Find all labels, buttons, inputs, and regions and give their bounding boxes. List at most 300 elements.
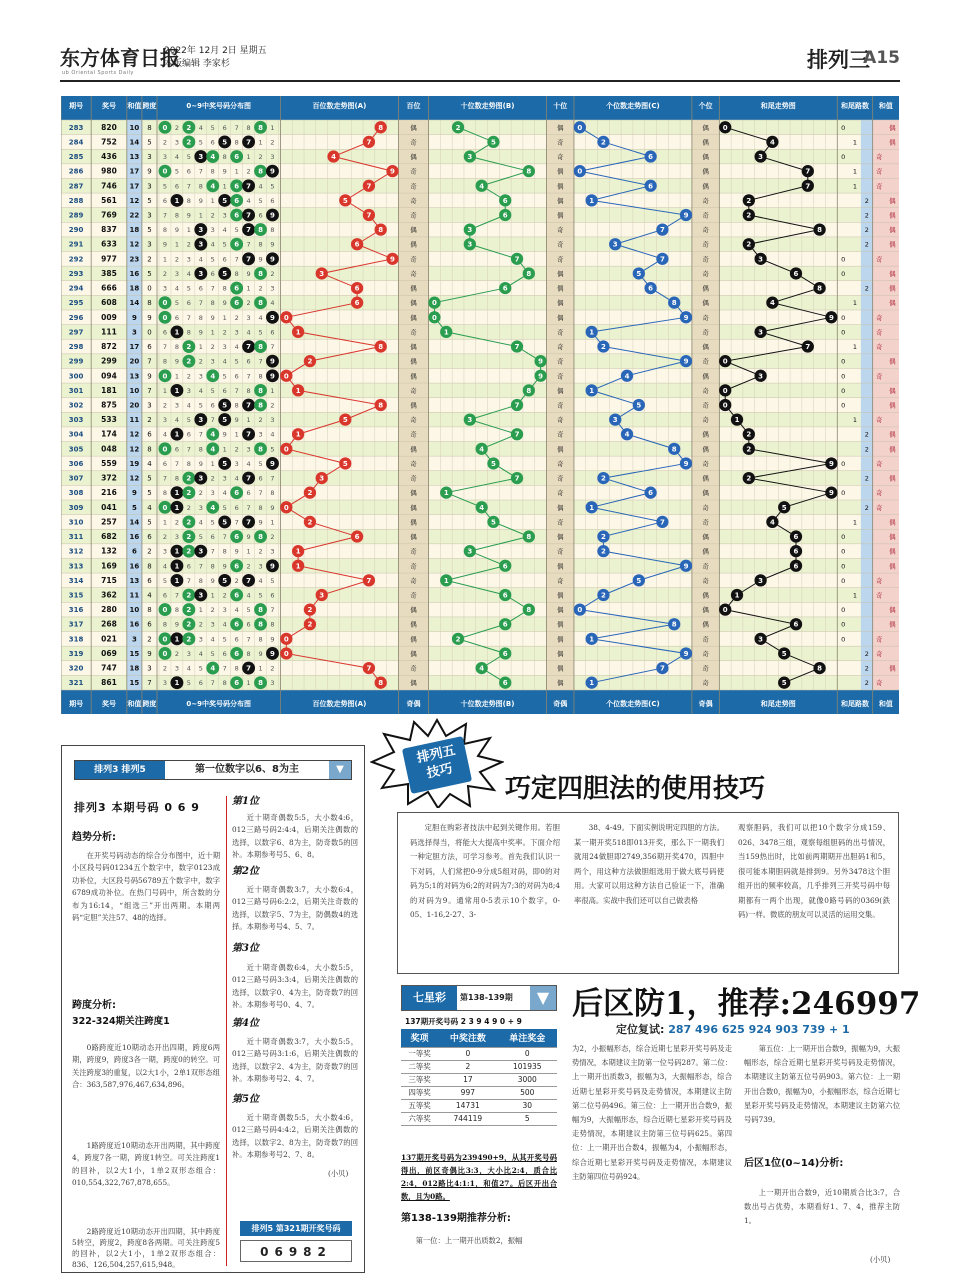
parity-mark: 偶 xyxy=(556,196,564,205)
dist-miss: 3 xyxy=(198,503,203,512)
sum-parity-mark: 偶 xyxy=(889,226,896,235)
dist-miss: 5 xyxy=(186,416,191,425)
dist-miss: 3 xyxy=(174,138,179,147)
row-sum: 5 xyxy=(131,503,137,512)
row-issue: 295 xyxy=(68,299,84,308)
parity-mark: 偶 xyxy=(556,606,564,615)
row-span: 8 xyxy=(147,123,152,132)
hundreds-ball-digit: 5 xyxy=(342,416,348,425)
units-ball-digit: 6 xyxy=(648,489,654,498)
sum-parity-mark: 奇 xyxy=(876,503,883,512)
row-span: 2 xyxy=(147,635,152,644)
route-mark: 2 xyxy=(864,196,869,205)
sum-tail-ball-digit: 3 xyxy=(758,328,764,337)
dist-digit: 4 xyxy=(210,664,216,673)
parity-mark: 奇 xyxy=(410,591,417,600)
dist-digit: 5 xyxy=(222,196,228,205)
dist-miss: 2 xyxy=(162,533,168,542)
dist-miss: 8 xyxy=(222,679,227,688)
parity-mark: 奇 xyxy=(702,664,709,673)
dist-digit: 0 xyxy=(162,167,168,176)
dist-miss: 6 xyxy=(210,533,215,542)
dist-miss: 9 xyxy=(234,416,239,425)
units-ball-digit: 2 xyxy=(600,533,606,542)
parity-mark: 偶 xyxy=(556,299,564,308)
dist-miss: 5 xyxy=(246,606,251,615)
dist-digit: 9 xyxy=(270,167,275,176)
dist-digit: 2 xyxy=(186,489,192,498)
dist-miss: 5 xyxy=(270,182,275,191)
dist-miss: 3 xyxy=(222,343,227,352)
row-sum: 12 xyxy=(129,474,140,483)
hundreds-ball-digit: 2 xyxy=(307,518,313,527)
dist-miss: 7 xyxy=(162,211,168,220)
editor-line: 本版编辑 李家杉 xyxy=(164,59,230,69)
row-issue: 291 xyxy=(68,240,84,249)
dist-digit: 5 xyxy=(222,576,228,585)
qxc-analysis-note: 137期开奖号码为239490+9，从其开奖号码得出，前区奇偶比3:3，大小比2:4，质合比2:4，012路比4:1:1，和值27。后区开出合数，且为0路。 xyxy=(401,1153,557,1201)
dist-digit: 6 xyxy=(234,299,240,308)
dist-miss: 4 xyxy=(174,284,179,293)
parity-mark: 偶 xyxy=(410,620,417,629)
sum-tail-ball-digit: 6 xyxy=(793,269,799,278)
sum-parity-mark: 偶 xyxy=(889,138,896,147)
chart-column-label: 十位 xyxy=(553,102,568,110)
row-span: 3 xyxy=(147,182,152,191)
dist-miss: 1 xyxy=(234,430,239,439)
dist-miss: 9 xyxy=(246,269,251,278)
dist-miss: 2 xyxy=(222,328,227,337)
dist-miss: 8 xyxy=(198,182,203,191)
parity-mark: 奇 xyxy=(556,401,564,410)
route-mark: 2 xyxy=(864,664,869,673)
tens-ball-digit: 1 xyxy=(443,328,449,337)
sum-parity-mark: 偶 xyxy=(889,401,896,410)
dist-miss: 4 xyxy=(258,313,263,322)
dist-miss: 8 xyxy=(210,167,215,176)
dist-miss: 1 xyxy=(222,313,227,322)
dist-miss: 1 xyxy=(234,167,239,176)
dist-digit: 7 xyxy=(246,664,252,673)
sum-parity-mark: 奇 xyxy=(876,416,883,425)
dist-miss: 5 xyxy=(210,255,215,264)
sum-tail-ball-digit: 0 xyxy=(722,606,728,615)
dist-miss: 6 xyxy=(270,196,275,205)
dist-miss: 2 xyxy=(162,401,168,410)
dist-miss: 8 xyxy=(198,445,203,454)
row-sum: 12 xyxy=(129,430,140,439)
span-text-1: 0路跨度近10期动态开出四期，跨度6两期，跨度9，跨度3各一期，跨度0的转空。可关注跨度3的重复，以2大1小，2单1双形态组合：363,587,976,467,634,896。 xyxy=(72,1043,220,1090)
dist-miss: 6 xyxy=(246,357,251,366)
dist-miss: 5 xyxy=(198,533,203,542)
dist-digit: 0 xyxy=(162,503,168,512)
tens-ball-digit: 6 xyxy=(502,562,508,571)
tens-ball-digit: 7 xyxy=(514,255,520,264)
sum-tail-ball-digit: 2 xyxy=(746,474,752,483)
article-body-box xyxy=(397,812,899,974)
tens-ball-digit: 5 xyxy=(491,459,496,468)
parity-mark: 偶 xyxy=(702,343,709,352)
prize-row xyxy=(401,1073,557,1086)
sum-parity-mark: 偶 xyxy=(889,430,896,439)
sum-tail-ball-digit: 4 xyxy=(769,138,775,147)
row-span: 3 xyxy=(147,664,152,673)
parity-mark: 偶 xyxy=(702,153,709,162)
route-mark: 2 xyxy=(864,503,869,512)
dist-miss: 5 xyxy=(210,386,215,395)
author-signature: (小贝) xyxy=(328,1169,349,1178)
chart-column-label: 十位数走势图(B) xyxy=(460,700,515,708)
qxc-col-2: 第五位：上一期开出合数9，振幅为9，大振幅形态，综合近期七星彩开奖号码及走势情况，本期建议主防第五位号码903。第六位：上一期开出合数0，振幅为0，小振幅形态，综合近期七星彩开奖号码及走势情况，本期建议主防第六位号码739。 xyxy=(744,1044,900,1125)
dist-miss: 6 xyxy=(258,474,263,483)
route-mark: 2 xyxy=(864,649,869,658)
dist-miss: 3 xyxy=(174,533,179,542)
dist-miss: 2 xyxy=(174,518,179,527)
dist-digit: 7 xyxy=(246,401,252,410)
dist-miss: 7 xyxy=(186,313,191,322)
dist-miss: 1 xyxy=(210,328,215,337)
row-draw-number: 268 xyxy=(101,619,117,629)
row-span: 6 xyxy=(147,533,152,542)
parity-mark: 奇 xyxy=(702,255,709,264)
parity-mark: 奇 xyxy=(410,167,417,176)
row-draw-number: 666 xyxy=(101,283,117,293)
row-draw-number: 132 xyxy=(101,546,117,556)
dist-miss: 7 xyxy=(270,343,275,352)
hundreds-ball-digit: 8 xyxy=(378,679,384,688)
route-mark: 0 xyxy=(841,606,846,615)
sum-tail-ball-digit: 6 xyxy=(793,562,799,571)
row-draw-number: 682 xyxy=(101,532,117,542)
qxc-box xyxy=(397,981,559,1263)
pl3-tab-label: 排列3 排列5 xyxy=(75,761,165,779)
dist-miss: 2 xyxy=(258,284,263,293)
dist-miss: 9 xyxy=(234,547,239,556)
dist-miss: 2 xyxy=(174,255,179,264)
sum-tail-ball-digit: 1 xyxy=(734,416,740,425)
dist-digit: 6 xyxy=(234,489,240,498)
parity-mark: 奇 xyxy=(556,576,564,585)
dist-miss: 7 xyxy=(246,503,251,512)
parity-mark: 偶 xyxy=(556,182,564,191)
dist-miss: 8 xyxy=(234,664,239,673)
row-issue: 288 xyxy=(68,196,84,205)
units-ball-digit: 7 xyxy=(659,226,665,235)
dist-miss: 7 xyxy=(174,459,179,468)
units-ball-digit: 2 xyxy=(600,138,606,147)
parity-mark: 偶 xyxy=(556,503,564,512)
dist-miss: 3 xyxy=(162,547,168,556)
route-mark: 0 xyxy=(841,635,846,644)
position-2-heading: 第2位 xyxy=(232,866,259,877)
dist-miss: 4 xyxy=(198,123,203,132)
sum-parity-mark: 偶 xyxy=(889,357,896,366)
dist-miss: 5 xyxy=(234,226,239,235)
sum-tail-ball-digit: 5 xyxy=(781,679,787,688)
dist-miss: 3 xyxy=(234,328,239,337)
route-mark: 0 xyxy=(841,372,846,381)
row-draw-number: 048 xyxy=(101,444,117,454)
row-span: 8 xyxy=(147,606,152,615)
row-span: 7 xyxy=(147,679,152,688)
prize-cell: 30 xyxy=(498,1099,557,1112)
dist-miss: 5 xyxy=(258,196,263,205)
parity-mark: 偶 xyxy=(410,313,417,322)
parity-mark: 偶 xyxy=(556,664,564,673)
parity-mark: 奇 xyxy=(410,664,417,673)
dist-miss: 2 xyxy=(210,606,215,615)
dist-miss: 7 xyxy=(246,372,251,381)
dist-miss: 3 xyxy=(186,386,191,395)
parity-mark: 偶 xyxy=(702,591,709,600)
parity-mark: 奇 xyxy=(702,401,709,410)
parity-mark: 奇 xyxy=(410,328,417,337)
row-sum: 12 xyxy=(129,196,140,205)
chart-column-label: 跨度 xyxy=(142,102,157,110)
hundreds-ball-digit: 1 xyxy=(295,562,301,571)
sum-tail-ball-digit: 6 xyxy=(793,620,799,629)
dist-digit: 8 xyxy=(258,679,263,688)
dist-digit: 8 xyxy=(258,343,263,352)
row-sum: 20 xyxy=(129,357,140,366)
dist-miss: 1 xyxy=(246,416,251,425)
dist-miss: 5 xyxy=(162,182,168,191)
sum-tail-ball-digit: 3 xyxy=(758,255,764,264)
tens-ball-digit: 2 xyxy=(455,635,461,644)
dist-miss: 6 xyxy=(174,445,179,454)
prize-col-head: 单注奖金 xyxy=(498,1029,557,1047)
dist-digit: 3 xyxy=(198,474,204,483)
section-title: 排列三 xyxy=(807,47,870,72)
units-ball-digit: 8 xyxy=(671,445,677,454)
qxc-big-title: 后区防1，推荐:246997 xyxy=(572,986,921,1022)
dist-miss: 4 xyxy=(222,489,227,498)
prize-cell: 二等奖 xyxy=(401,1060,438,1073)
hundreds-ball-digit: 1 xyxy=(295,547,301,556)
row-span: 6 xyxy=(147,430,152,439)
parity-mark: 偶 xyxy=(556,269,564,278)
dist-miss: 2 xyxy=(270,138,275,147)
row-span: 0 xyxy=(147,284,152,293)
parity-mark: 奇 xyxy=(410,459,417,468)
parity-mark: 偶 xyxy=(410,299,417,308)
dist-miss: 8 xyxy=(258,635,263,644)
parity-mark: 奇 xyxy=(556,226,564,235)
position-combo xyxy=(616,1021,850,1037)
dist-miss: 3 xyxy=(210,489,215,498)
dist-miss: 3 xyxy=(270,679,275,688)
dist-miss: 4 xyxy=(186,664,191,673)
route-mark: 2 xyxy=(864,226,869,235)
row-draw-number: 752 xyxy=(101,137,117,147)
parity-mark: 奇 xyxy=(556,547,564,556)
sum-parity-mark: 偶 xyxy=(889,620,896,629)
row-span: 7 xyxy=(147,386,152,395)
dist-digit: 6 xyxy=(234,211,240,220)
dist-miss: 9 xyxy=(222,167,227,176)
units-ball-digit: 0 xyxy=(577,123,583,132)
tens-ball-digit: 0 xyxy=(432,313,437,322)
dist-miss: 4 xyxy=(270,299,275,308)
dist-miss: 5 xyxy=(258,591,263,600)
dist-digit: 9 xyxy=(270,255,275,264)
chart-column-label: 和尾走势图 xyxy=(760,102,796,110)
dist-miss: 1 xyxy=(246,547,251,556)
route-mark: 1 xyxy=(852,167,858,176)
chart-column-label: 百位 xyxy=(406,102,421,110)
tens-ball-digit: 7 xyxy=(514,343,520,352)
tens-ball-digit: 1 xyxy=(443,489,449,498)
row-draw-number: 715 xyxy=(101,575,117,585)
tens-ball-digit: 4 xyxy=(479,445,485,454)
parity-mark: 奇 xyxy=(556,357,564,366)
trend-chart-grid xyxy=(61,96,899,714)
dist-digit: 7 xyxy=(246,518,252,527)
dist-miss: 4 xyxy=(210,635,215,644)
sum-tail-ball-digit: 6 xyxy=(793,533,799,542)
row-draw-number: 861 xyxy=(101,678,117,688)
row-issue: 299 xyxy=(68,357,84,366)
prize-table xyxy=(401,1029,557,1126)
parity-mark: 奇 xyxy=(702,635,709,644)
units-ball-digit: 0 xyxy=(577,167,583,176)
dist-digit: 6 xyxy=(234,182,240,191)
route-column-bg xyxy=(861,120,873,690)
hundreds-ball-digit: 3 xyxy=(319,474,325,483)
row-span: 3 xyxy=(147,240,152,249)
row-draw-number: 111 xyxy=(101,327,117,337)
dist-digit: 3 xyxy=(198,240,204,249)
dist-digit: 9 xyxy=(270,649,275,658)
dist-digit: 5 xyxy=(222,269,228,278)
dist-miss: 1 xyxy=(162,518,168,527)
dist-miss: 6 xyxy=(198,284,203,293)
dist-miss: 4 xyxy=(234,343,239,352)
dist-miss: 3 xyxy=(234,459,239,468)
date-info xyxy=(164,45,267,71)
dist-digit: 1 xyxy=(174,386,180,395)
dist-miss: 8 xyxy=(186,459,191,468)
dist-miss: 4 xyxy=(270,430,275,439)
dist-digit: 5 xyxy=(222,401,228,410)
parity-mark: 偶 xyxy=(556,635,564,644)
brand-subtitle: ub Oriental Sports Daily xyxy=(62,70,134,76)
row-draw-number: 372 xyxy=(101,473,117,483)
row-span: 4 xyxy=(147,459,152,468)
dist-digit: 7 xyxy=(246,138,252,147)
row-span: 3 xyxy=(147,153,152,162)
dist-miss: 1 xyxy=(246,284,251,293)
prize-cell: 六等奖 xyxy=(401,1112,438,1125)
row-sum: 10 xyxy=(129,386,140,395)
row-draw-number: 977 xyxy=(101,254,117,264)
parity-mark: 奇 xyxy=(410,430,417,439)
dist-miss: 6 xyxy=(162,459,168,468)
dist-digit: 2 xyxy=(186,343,192,352)
dist-miss: 3 xyxy=(270,153,275,162)
row-span: 5 xyxy=(147,518,152,527)
parity-mark: 偶 xyxy=(702,606,709,615)
dist-miss: 1 xyxy=(270,386,275,395)
tens-ball-digit: 6 xyxy=(502,679,508,688)
sum-tail-ball-digit: 8 xyxy=(817,284,823,293)
route-mark: 1 xyxy=(852,416,858,425)
units-ball-digit: 2 xyxy=(600,474,606,483)
dist-miss: 5 xyxy=(222,372,227,381)
parity-mark: 偶 xyxy=(556,284,564,293)
dist-miss: 6 xyxy=(186,299,191,308)
sum-parity-mark: 偶 xyxy=(889,606,896,615)
dist-miss: 2 xyxy=(258,153,263,162)
sum-tail-ball-digit: 8 xyxy=(817,226,823,235)
dist-miss: 4 xyxy=(246,328,251,337)
row-draw-number: 257 xyxy=(101,517,117,527)
hundreds-ball-digit: 8 xyxy=(378,343,384,352)
parity-mark: 奇 xyxy=(410,562,417,571)
dist-miss: 9 xyxy=(174,226,179,235)
dist-miss: 2 xyxy=(270,269,275,278)
dist-digit: 7 xyxy=(246,226,252,235)
dist-digit: 8 xyxy=(258,299,263,308)
dist-digit: 1 xyxy=(174,679,180,688)
units-ball-digit: 7 xyxy=(659,664,665,673)
hundreds-ball-digit: 7 xyxy=(366,138,372,147)
row-draw-number: 041 xyxy=(101,502,117,512)
parity-mark: 奇 xyxy=(410,138,417,147)
brand-logo: 东方体育日报 xyxy=(60,46,180,70)
row-draw-number: 009 xyxy=(101,312,117,322)
row-sum: 18 xyxy=(129,226,140,235)
parity-mark: 奇 xyxy=(702,211,709,220)
dist-digit: 8 xyxy=(258,123,263,132)
dist-digit: 0 xyxy=(162,445,168,454)
dist-digit: 7 xyxy=(246,430,252,439)
dist-miss: 2 xyxy=(222,591,227,600)
row-sum: 18 xyxy=(129,664,140,673)
row-issue: 314 xyxy=(68,576,84,585)
prize-cell: 2 xyxy=(438,1060,497,1073)
units-ball-digit: 3 xyxy=(612,240,618,249)
tens-ball-digit: 6 xyxy=(502,591,508,600)
qxc-tab-issue: 第138-139期 xyxy=(460,993,513,1002)
sum-tail-ball-digit: 3 xyxy=(758,635,764,644)
parity-mark: 偶 xyxy=(702,533,709,542)
dist-miss: 1 xyxy=(174,240,179,249)
sum-tail-ball-digit: 5 xyxy=(781,649,787,658)
row-sum: 16 xyxy=(129,269,140,278)
row-issue: 293 xyxy=(68,269,84,278)
parity-mark: 奇 xyxy=(702,562,709,571)
parity-mark: 奇 xyxy=(556,328,564,337)
dist-miss: 4 xyxy=(198,649,203,658)
sum-parity-mark: 奇 xyxy=(876,679,883,688)
dist-miss: 1 xyxy=(198,343,203,352)
article-title: 巧定四胆法的使用技巧 xyxy=(505,774,766,804)
units-ball-digit: 4 xyxy=(624,430,630,439)
dist-miss: 7 xyxy=(198,299,203,308)
dist-miss: 4 xyxy=(234,606,239,615)
row-sum: 11 xyxy=(129,591,140,600)
dist-miss: 2 xyxy=(186,240,191,249)
dist-miss: 3 xyxy=(270,416,275,425)
dist-miss: 1 xyxy=(210,196,215,205)
dist-digit: 8 xyxy=(258,620,263,629)
row-issue: 318 xyxy=(68,635,84,644)
dist-miss: 5 xyxy=(186,284,191,293)
dist-digit: 3 xyxy=(198,591,204,600)
units-ball-digit: 6 xyxy=(648,182,654,191)
hundreds-ball-digit: 1 xyxy=(295,430,301,439)
